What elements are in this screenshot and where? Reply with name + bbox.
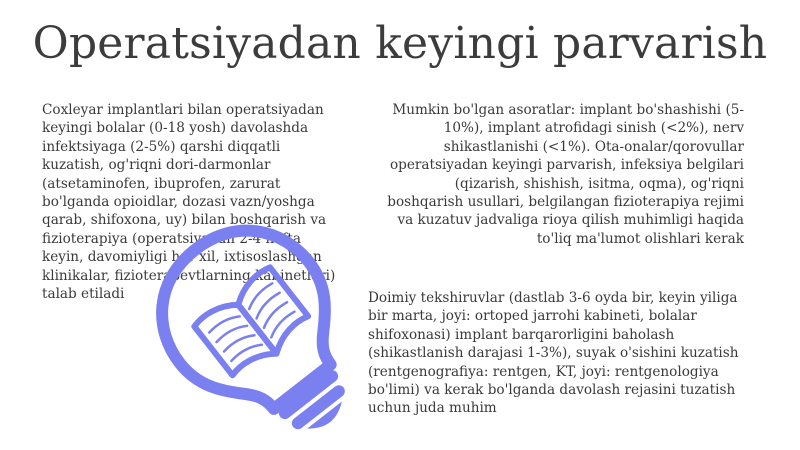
- paragraph-complications: Mumkin bo'lgan asoratlar: implant bo'shashishi (5-10%), implant atrofidagi sinish (<2%), nerv shikastlanishi (<1%). Ota-onalar/qorovullar operatsiyadan keyingi parvarish, infeksiya belgilari (qizarish, shishish, isitma, oqma), og'riqni boshqarish usullari, belgilangan fizioterapiya rejimi va kuzatuv jadvaliga rioya qilish muhimligi haqida to'liq ma'lumot olishlari kerak: [387, 102, 744, 247]
- paragraph-postop-care: Coxleyar implantlari bilan operatsiyadan keyingi bolalar (0-18 yosh) davolashda infektsiyaga (2-5%) qarshi diqqatli kuzatish, og'riqni dori-darmonlar (atsetaminofen, ibuprofen, zarurat bo'lganda opioidlar, dozasi vazn/yoshga qarab, shifoxona, uy) bilan boshqarish va fizioterapiya (operatsiyadan 2-4 hafta keyin, davomiyligi har xil, ixtisoslashgan klinikalar, fizioterapevtlarning kabinetlari) talab etiladi: [42, 102, 336, 303]
- slide-title: Operatsiyadan keyingi parvarish: [32, 18, 768, 69]
- paragraph-followup: Doimiy tekshiruvlar (dastlab 3-6 oyda bir, keyin yiliga bir marta, joyi: ortoped jarrohi kabineti, bolalar shifoxonasi) implant barqarorligini baholash (shikastlanish darajasi 1-3%), suyak o'sishini kuzatish (rentgenografiya: rentgen, KT, joyi: rentgenologiya bo'limi) va kerak bo'lganda davolash rejasini tuzatish uchun juda muhim: [368, 290, 739, 417]
- lightbulb-book-icon: [138, 210, 378, 450]
